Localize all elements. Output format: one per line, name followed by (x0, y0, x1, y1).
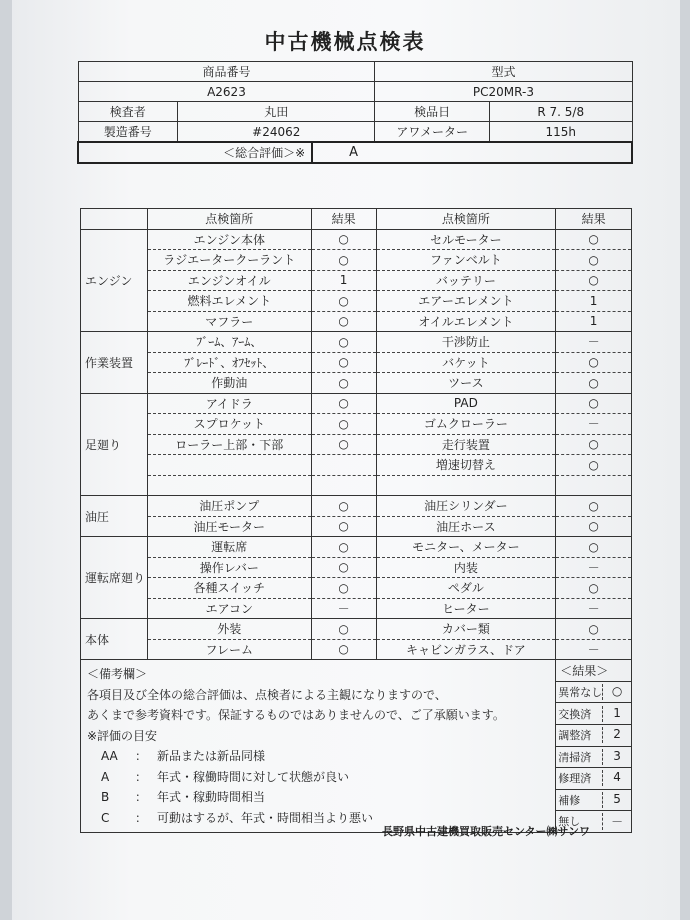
check-item-2: エアーエレメント (376, 291, 556, 312)
product-no-label: 商品番号 (78, 62, 375, 82)
notes-line-1: 各項目及び全体の総合評価は、点検者による主観になりますので、 (87, 687, 447, 702)
legend-label: 調整済 (558, 729, 592, 743)
check-result: － (311, 598, 376, 619)
check-item: 油圧ポンプ (147, 496, 311, 517)
check-result: 1 (311, 270, 376, 291)
check-result: ○ (311, 496, 376, 517)
check-item: 燃料エレメント (147, 291, 311, 312)
legend-label: 修理済 (558, 772, 592, 786)
check-item (147, 455, 311, 476)
check-item-2: セルモーター (376, 229, 556, 250)
section-label: 作業装置 (81, 332, 148, 394)
grade-guide-list (87, 746, 549, 828)
inspection-row (81, 352, 632, 373)
check-result: ○ (311, 393, 376, 414)
check-item: エンジンオイル (147, 270, 311, 291)
check-item: 操作レバー (147, 557, 311, 578)
check-item-2 (376, 475, 556, 496)
check-item: 作動油 (147, 373, 311, 394)
check-result-2: ○ (556, 393, 632, 414)
inspection-row (81, 311, 632, 332)
check-result-2: － (556, 414, 632, 435)
legend-item (556, 746, 632, 768)
check-item: 油圧モーター (147, 516, 311, 537)
check-item-2: 油圧シリンダー (376, 496, 556, 517)
check-result: ○ (311, 229, 376, 250)
legend-item (556, 703, 632, 725)
check-result-2: ○ (556, 516, 632, 537)
column-header-point-2: 点検箇所 (376, 209, 556, 230)
inspector-value: 丸田 (178, 102, 375, 122)
check-item-2: カバー類 (376, 619, 556, 640)
check-result-2: － (556, 639, 632, 660)
grade-guide-item (87, 767, 549, 788)
column-header-row (81, 209, 632, 230)
inspection-date-label: 検品日 (375, 102, 490, 122)
overall-evaluation-label: ＜総合評価＞※ (78, 142, 312, 163)
legend-value: ○ (602, 684, 631, 700)
check-item-2: 増速切替え (376, 455, 556, 476)
notes-legend-row (81, 660, 632, 682)
model-label: 型式 (375, 62, 632, 82)
inspection-table (80, 208, 632, 833)
check-item-2: ペダル (376, 578, 556, 599)
inspection-row (81, 270, 632, 291)
section-label: 油圧 (81, 496, 148, 537)
grade-description: 新品または新品同様 (157, 749, 266, 763)
grade-colon: ： (135, 790, 148, 804)
inspection-row (81, 537, 632, 558)
legend-heading: ＜結果＞ (556, 660, 632, 682)
check-item: エンジン本体 (147, 229, 311, 250)
check-result: ○ (311, 619, 376, 640)
grade-code: A (101, 769, 110, 784)
grade-description: 年式・稼働時間に対して状態が良い (157, 769, 350, 784)
check-result-2: 1 (556, 311, 632, 332)
grade-colon: ： (135, 810, 148, 825)
notes-line-2: あくまで参考資料です。保証するものではありませんので、ご了承願います。 (87, 708, 505, 722)
grade-guide-heading: ※評価の目安 (87, 728, 158, 743)
check-result: ○ (311, 311, 376, 332)
check-result-2: ○ (556, 434, 632, 455)
check-item: ラジエータークーラント (147, 250, 311, 271)
inspection-row (81, 516, 632, 537)
hour-meter-value: 115h (489, 122, 632, 143)
serial-value: #24062 (178, 122, 375, 143)
serial-label: 製造番号 (78, 122, 178, 143)
grade-code: C (101, 810, 110, 825)
check-result-2: ○ (556, 619, 632, 640)
inspection-row (81, 455, 632, 476)
inspection-row (81, 639, 632, 660)
grade-code: B (101, 790, 110, 804)
check-result-2: ○ (556, 270, 632, 291)
check-result (311, 475, 376, 496)
check-result-2: － (556, 598, 632, 619)
check-item-2: ヒーター (376, 598, 556, 619)
column-header-result: 結果 (311, 209, 376, 230)
legend-value: 1 (602, 706, 631, 722)
check-item-2: モニター、メーター (376, 537, 556, 558)
legend-value: 3 (602, 749, 631, 765)
check-result-2: ○ (556, 455, 632, 476)
check-result: ○ (311, 516, 376, 537)
legend-item (556, 681, 632, 703)
check-result-2: ○ (556, 352, 632, 373)
check-result: ○ (311, 434, 376, 455)
check-result-2: ○ (556, 229, 632, 250)
check-item: マフラー (147, 311, 311, 332)
check-result: ○ (311, 557, 376, 578)
check-item: 運転席 (147, 537, 311, 558)
check-item-2: 内装 (376, 557, 556, 578)
notes-box (81, 660, 556, 833)
check-item: エアコン (147, 598, 311, 619)
inspection-row (81, 598, 632, 619)
grade-colon: ： (135, 769, 148, 784)
hour-meter-label: アワメーター (375, 122, 490, 143)
section-header-blank (81, 209, 148, 230)
check-result: ○ (311, 639, 376, 660)
check-result-2: ○ (556, 537, 632, 558)
check-result-2: － (556, 557, 632, 578)
model-value: PC20MR-3 (375, 82, 632, 102)
check-item: アイドラ (147, 393, 311, 414)
check-item: ﾌﾞｰﾑ、ｱｰﾑ、 (147, 332, 311, 353)
check-result: ○ (311, 352, 376, 373)
legend-label: 無し (558, 815, 581, 829)
check-result-2: ○ (556, 250, 632, 271)
document-title: 中古機械点検表 (264, 30, 426, 54)
section-label: 本体 (81, 619, 148, 660)
inspection-row (81, 496, 632, 517)
legend-label: 異常なし (558, 685, 603, 699)
check-item: フレーム (147, 639, 311, 660)
check-result-2: ○ (556, 578, 632, 599)
check-result-2: 1 (556, 291, 632, 312)
inspection-row (81, 250, 632, 271)
header-table (77, 61, 633, 164)
check-result: ○ (311, 250, 376, 271)
check-result (311, 455, 376, 476)
grade-code: AA (101, 749, 118, 763)
inspection-date-value: R 7. 5/8 (489, 102, 632, 122)
grade-guide-item (87, 746, 549, 767)
inspection-row (81, 229, 632, 250)
inspection-row (81, 619, 632, 640)
legend-value: 4 (602, 770, 631, 786)
section-label: 運転席廻り (81, 537, 148, 619)
grade-description: 可動はするが、年式・時間相当より悪い (157, 810, 374, 825)
inspection-row (81, 393, 632, 414)
check-item: ローラー上部・下部 (147, 434, 311, 455)
footer-company: 長野県中古建機買取販売センター㈱サンワ (382, 825, 591, 838)
inspection-row (81, 475, 632, 496)
check-result: ○ (311, 291, 376, 312)
check-item-2: バッテリー (376, 270, 556, 291)
inspection-row (81, 373, 632, 394)
grade-colon: ： (135, 749, 148, 763)
inspection-row (81, 557, 632, 578)
check-item-2: ゴムクローラー (376, 414, 556, 435)
check-result: ○ (311, 414, 376, 435)
check-item-2: バケット (376, 352, 556, 373)
check-item: スプロケット (147, 414, 311, 435)
legend-item (556, 724, 632, 746)
check-item: 各種スイッチ (147, 578, 311, 599)
check-item-2: キャビンガラス、ドア (376, 639, 556, 660)
legend-label: 清掃済 (558, 750, 592, 764)
inspector-label: 検査者 (78, 102, 178, 122)
column-header-point: 点検箇所 (147, 209, 311, 230)
legend-item (556, 768, 632, 790)
legend-item (556, 789, 632, 811)
grade-description: 年式・稼動時間相当 (157, 790, 266, 804)
check-result: ○ (311, 537, 376, 558)
legend-label: 補修 (558, 794, 581, 808)
check-result-2: ○ (556, 373, 632, 394)
check-item-2: PAD (376, 393, 556, 414)
check-item-2: オイルエレメント (376, 311, 556, 332)
check-result-2: ○ (556, 496, 632, 517)
inspection-row (81, 332, 632, 353)
check-result: ○ (311, 332, 376, 353)
check-item-2: ツース (376, 373, 556, 394)
check-result: ○ (311, 578, 376, 599)
check-item-2: 干渉防止 (376, 332, 556, 353)
check-result-2 (556, 475, 632, 496)
overall-evaluation-value: A (312, 142, 632, 163)
section-label: 足廻り (81, 393, 148, 496)
legend-value: 2 (602, 727, 631, 743)
product-no-value: A2623 (78, 82, 375, 102)
inspection-row (81, 291, 632, 312)
check-item-2: 油圧ホース (376, 516, 556, 537)
legend-value: － (602, 813, 631, 830)
check-item-2: 走行装置 (376, 434, 556, 455)
column-header-result-2: 結果 (556, 209, 632, 230)
grade-guide-item (87, 787, 549, 808)
check-result-2: － (556, 332, 632, 353)
check-item-2: ファンベルト (376, 250, 556, 271)
inspection-row (81, 434, 632, 455)
inspection-row (81, 414, 632, 435)
notes-heading: ＜備考欄＞ (87, 667, 148, 681)
check-item (147, 475, 311, 496)
check-result: ○ (311, 373, 376, 394)
legend-value: 5 (602, 792, 631, 808)
check-item: ﾌﾞﾚｰﾄﾞ、ｵﾌｾｯﾄ、 (147, 352, 311, 373)
legend-label: 交換済 (558, 707, 592, 721)
section-label: エンジン (81, 229, 148, 332)
inspection-row (81, 578, 632, 599)
check-item: 外装 (147, 619, 311, 640)
